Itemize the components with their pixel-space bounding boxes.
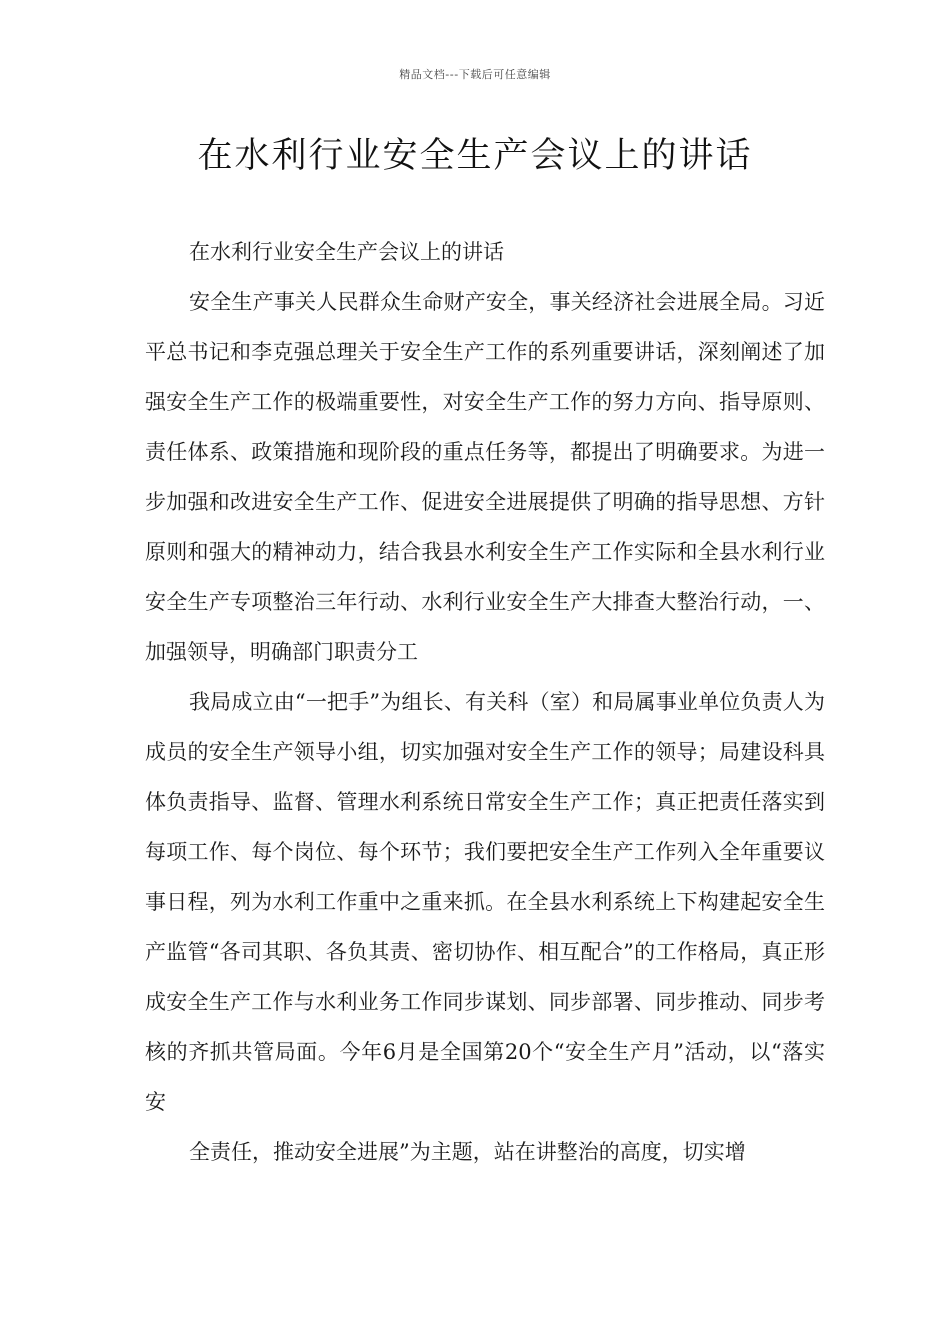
paragraph-3: 全责任，推动安全进展”为主题，站在讲整治的高度，切实增 (189, 1140, 746, 1164)
paragraph-2: 我局成立由“一把手”为组长、有关科（室）和局属事业单位负责人为成员的安全生产领导小组，切实加强对安全生产工作的领导；局建设科具体负责指导、监督、管理水利系统日常安全生产工作；真正把责任落实到每项工作、每个岗位、每个环节；我们要把安全生产工作列入全年重要议事日程，列为水利工作重中之重来抓。在全县水利系统上下构建起安全生产监管“各司其职、各负其责、密切协作、相互配合”的工作格局，真正形成安全生产工作与水利业务工作同步谋划、同步部署、同步推动、同步考核的齐抓共管局面。今年6月是全国第20个“安全生产月”活动，以“落实安 (145, 690, 825, 1114)
document-title: 在水利行业安全生产会议上的讲话 (197, 136, 753, 176)
header-note: 精品文档---下载后可任意编辑 (399, 68, 551, 81)
document-body (145, 227, 825, 1177)
document-subtitle: 在水利行业安全生产会议上的讲话 (189, 240, 504, 264)
paragraph-1: 安全生产事关人民群众生命财产安全，事关经济社会进展全局。习近平总书记和李克强总理关于安全生产工作的系列重要讲话，深刻阐述了加强安全生产工作的极端重要性，对安全生产工作的努力方向、指导原则、责任体系、政策措施和现阶段的重点任务等，都提出了明确要求。为进一步加强和改进安全生产工作、促进安全进展提供了明确的指导思想、方针原则和强大的精神动力，结合我县水利安全生产工作实际和全县水利行业安全生产专项整治三年行动、水利行业安全生产大排查大整治行动，一、加强领导，明确部门职责分工 (145, 290, 825, 664)
